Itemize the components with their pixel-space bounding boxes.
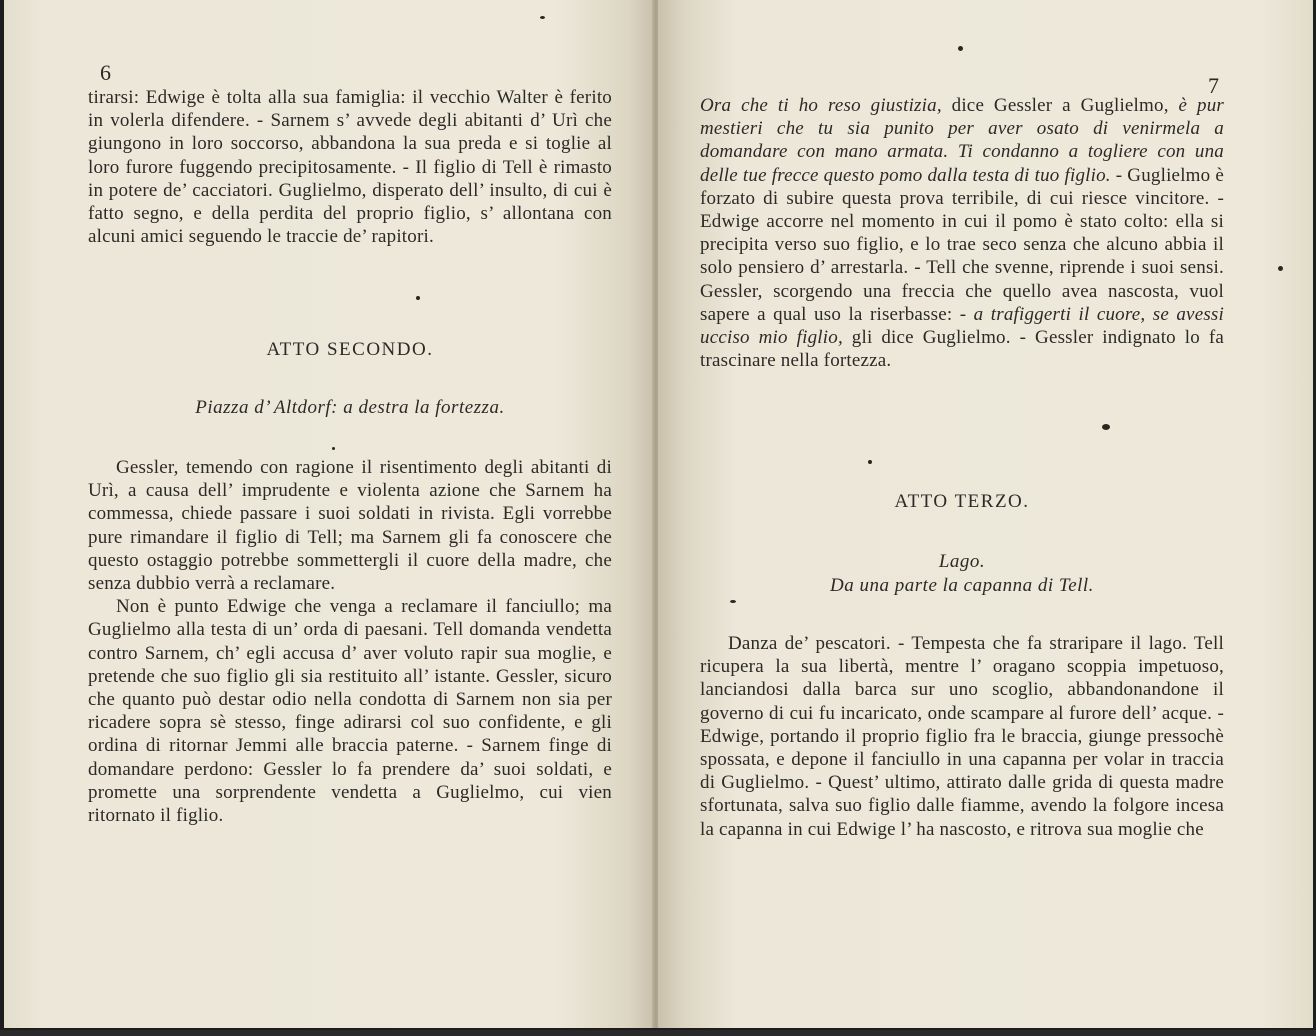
right-paragraph-1 <box>700 94 1224 372</box>
ink-speck <box>868 460 872 464</box>
narration-2: - Guglielmo è forzato di subire questa prova terribile, di cui riesce vincitore. - Edwige accorre nel momento in cui il pomo è stato colto: ella si precipita verso suo figlio, e lo trae seco senza che alcuno abbia il solo pensiero d’ arrestarla. - Tell che svenne, riprende i suoi sensi. Gessler, scorgendo una freccia che quello avea nascosta, vuol sapere a qual uso la riserbasse: - <box>700 164 1224 325</box>
ink-speck <box>1278 266 1283 271</box>
act-two-heading: ATTO SECONDO. <box>266 339 434 360</box>
right-body-text <box>700 632 1224 841</box>
right-opening-text <box>700 94 1224 372</box>
ink-speck <box>1102 424 1110 430</box>
left-page <box>4 0 654 1028</box>
left-opening-text <box>88 86 612 248</box>
page-number-right: 7 <box>1208 73 1219 98</box>
ink-speck <box>332 447 335 450</box>
ink-speck <box>730 600 736 603</box>
gessler-quote-1: Ora che ti ho reso giustizia, <box>700 95 942 116</box>
ink-speck <box>958 46 963 51</box>
act-three-scene-line-1: Lago. <box>938 551 986 572</box>
right-page <box>658 0 1313 1028</box>
narration-1: dice Gessler a Guglielmo, <box>941 95 1179 116</box>
ink-speck <box>540 16 545 19</box>
act-three-scene-line-2: Da una parte la capanna di Tell. <box>830 575 1094 596</box>
right-paragraph-2: Danza de’ pescatori. - Tempesta che fa straripare il lago. Tell ricupera la sua libertà, mentre l’ oragano scoppia impetuoso, lanciandosi dalla barca sur uno scoglio, abbandonandone il governo di cui fu incaricato, onde scampare al furore dell’ acque. - Edwige, portando il proprio figlio fra le braccia, giunge pressochè spossata, e depone il fanciullo in una capanna per volar in traccia di Guglielmo. - Quest’ ultimo, attirato dalle grida di questa madre sfortunata, salva suo figlio dalle fiamme, avendo la folgore incesa la capanna in cui Edwige l’ ha nascosto, e ritrova sua moglie che <box>700 633 1224 840</box>
act-three-heading: ATTO TERZO. <box>894 491 1030 512</box>
page-number-left: 6 <box>100 60 111 85</box>
guglielmo-quote: a trafiggerti il cuore, se avessi ucciso mio figlio, <box>700 303 1224 349</box>
left-opening-paragraph: tirarsi: Edwige è tolta alla sua famiglia: il vecchio Walter è ferito in volerla difendere. - Sarnem s’ avvede degli abitanti d’ Urì che giungono in loro soccorso, abbandona la sua preda e si toglie al loro furore fuggendo precipitosamente. - Il figlio di Tell è rimasto in potere de’ cacciatori. Guglielmo, disperato dell’ insulto, di cui è fatto segno, e della perdita del proprio figlio, s’ allontana con alcuni amici seguendo le traccie de’ rapitori. <box>88 87 612 248</box>
left-body-text <box>88 456 612 827</box>
act-two-scene: Piazza d’ Altdorf: a destra la fortezza. <box>195 397 505 418</box>
ink-speck <box>416 296 420 300</box>
left-paragraph-2: Non è punto Edwige che venga a reclamare il fanciullo; ma Guglielmo alla testa di un’ orda di paesani. Tell domanda vendetta contro Sarnem, ch’ egli accusa d’ aver voluto rapir sua moglie, e pretende che suo figlio gli sia restituito all’ istante. Gessler, sicuro che quanto può destar odio nella condotta di Sarnem non sia per ricadere sopra sè stesso, finge adirarsi col suo confidente, e gli ordina di ritornar Jemmi alle braccia paterne. - Sarnem finge di domandare perdono: Gessler lo fa prendere da’ suoi soldati, e promette una sorprendente vendetta a Guglielmo, cui vien ritornato il figlio. <box>88 596 612 827</box>
gessler-quote-2: è pur mestieri che tu sia punito per aver osato di venirmela a domandare con mano armata. Ti condanno a togliere con una delle tue frecce questo pomo dalla testa di tuo figlio. <box>700 95 1225 186</box>
left-paragraph-1: Gessler, temendo con ragione il risentimento degli abitanti di Urì, a causa dell’ imprudente e violenta azione che Sarnem ha commessa, chiede passare i suoi soldati in rivista. Egli vorrebbe pure rimandare il figlio di Tell; ma Sarnem gli fa conoscere che questo ostaggio potrebbe sommettergli il cuore della madre, che senza dubbio verrà a reclamare. <box>88 457 612 595</box>
narration-3: gli dice Guglielmo. - Gessler indignato lo fa trascinare nella fortezza. <box>700 327 1224 372</box>
